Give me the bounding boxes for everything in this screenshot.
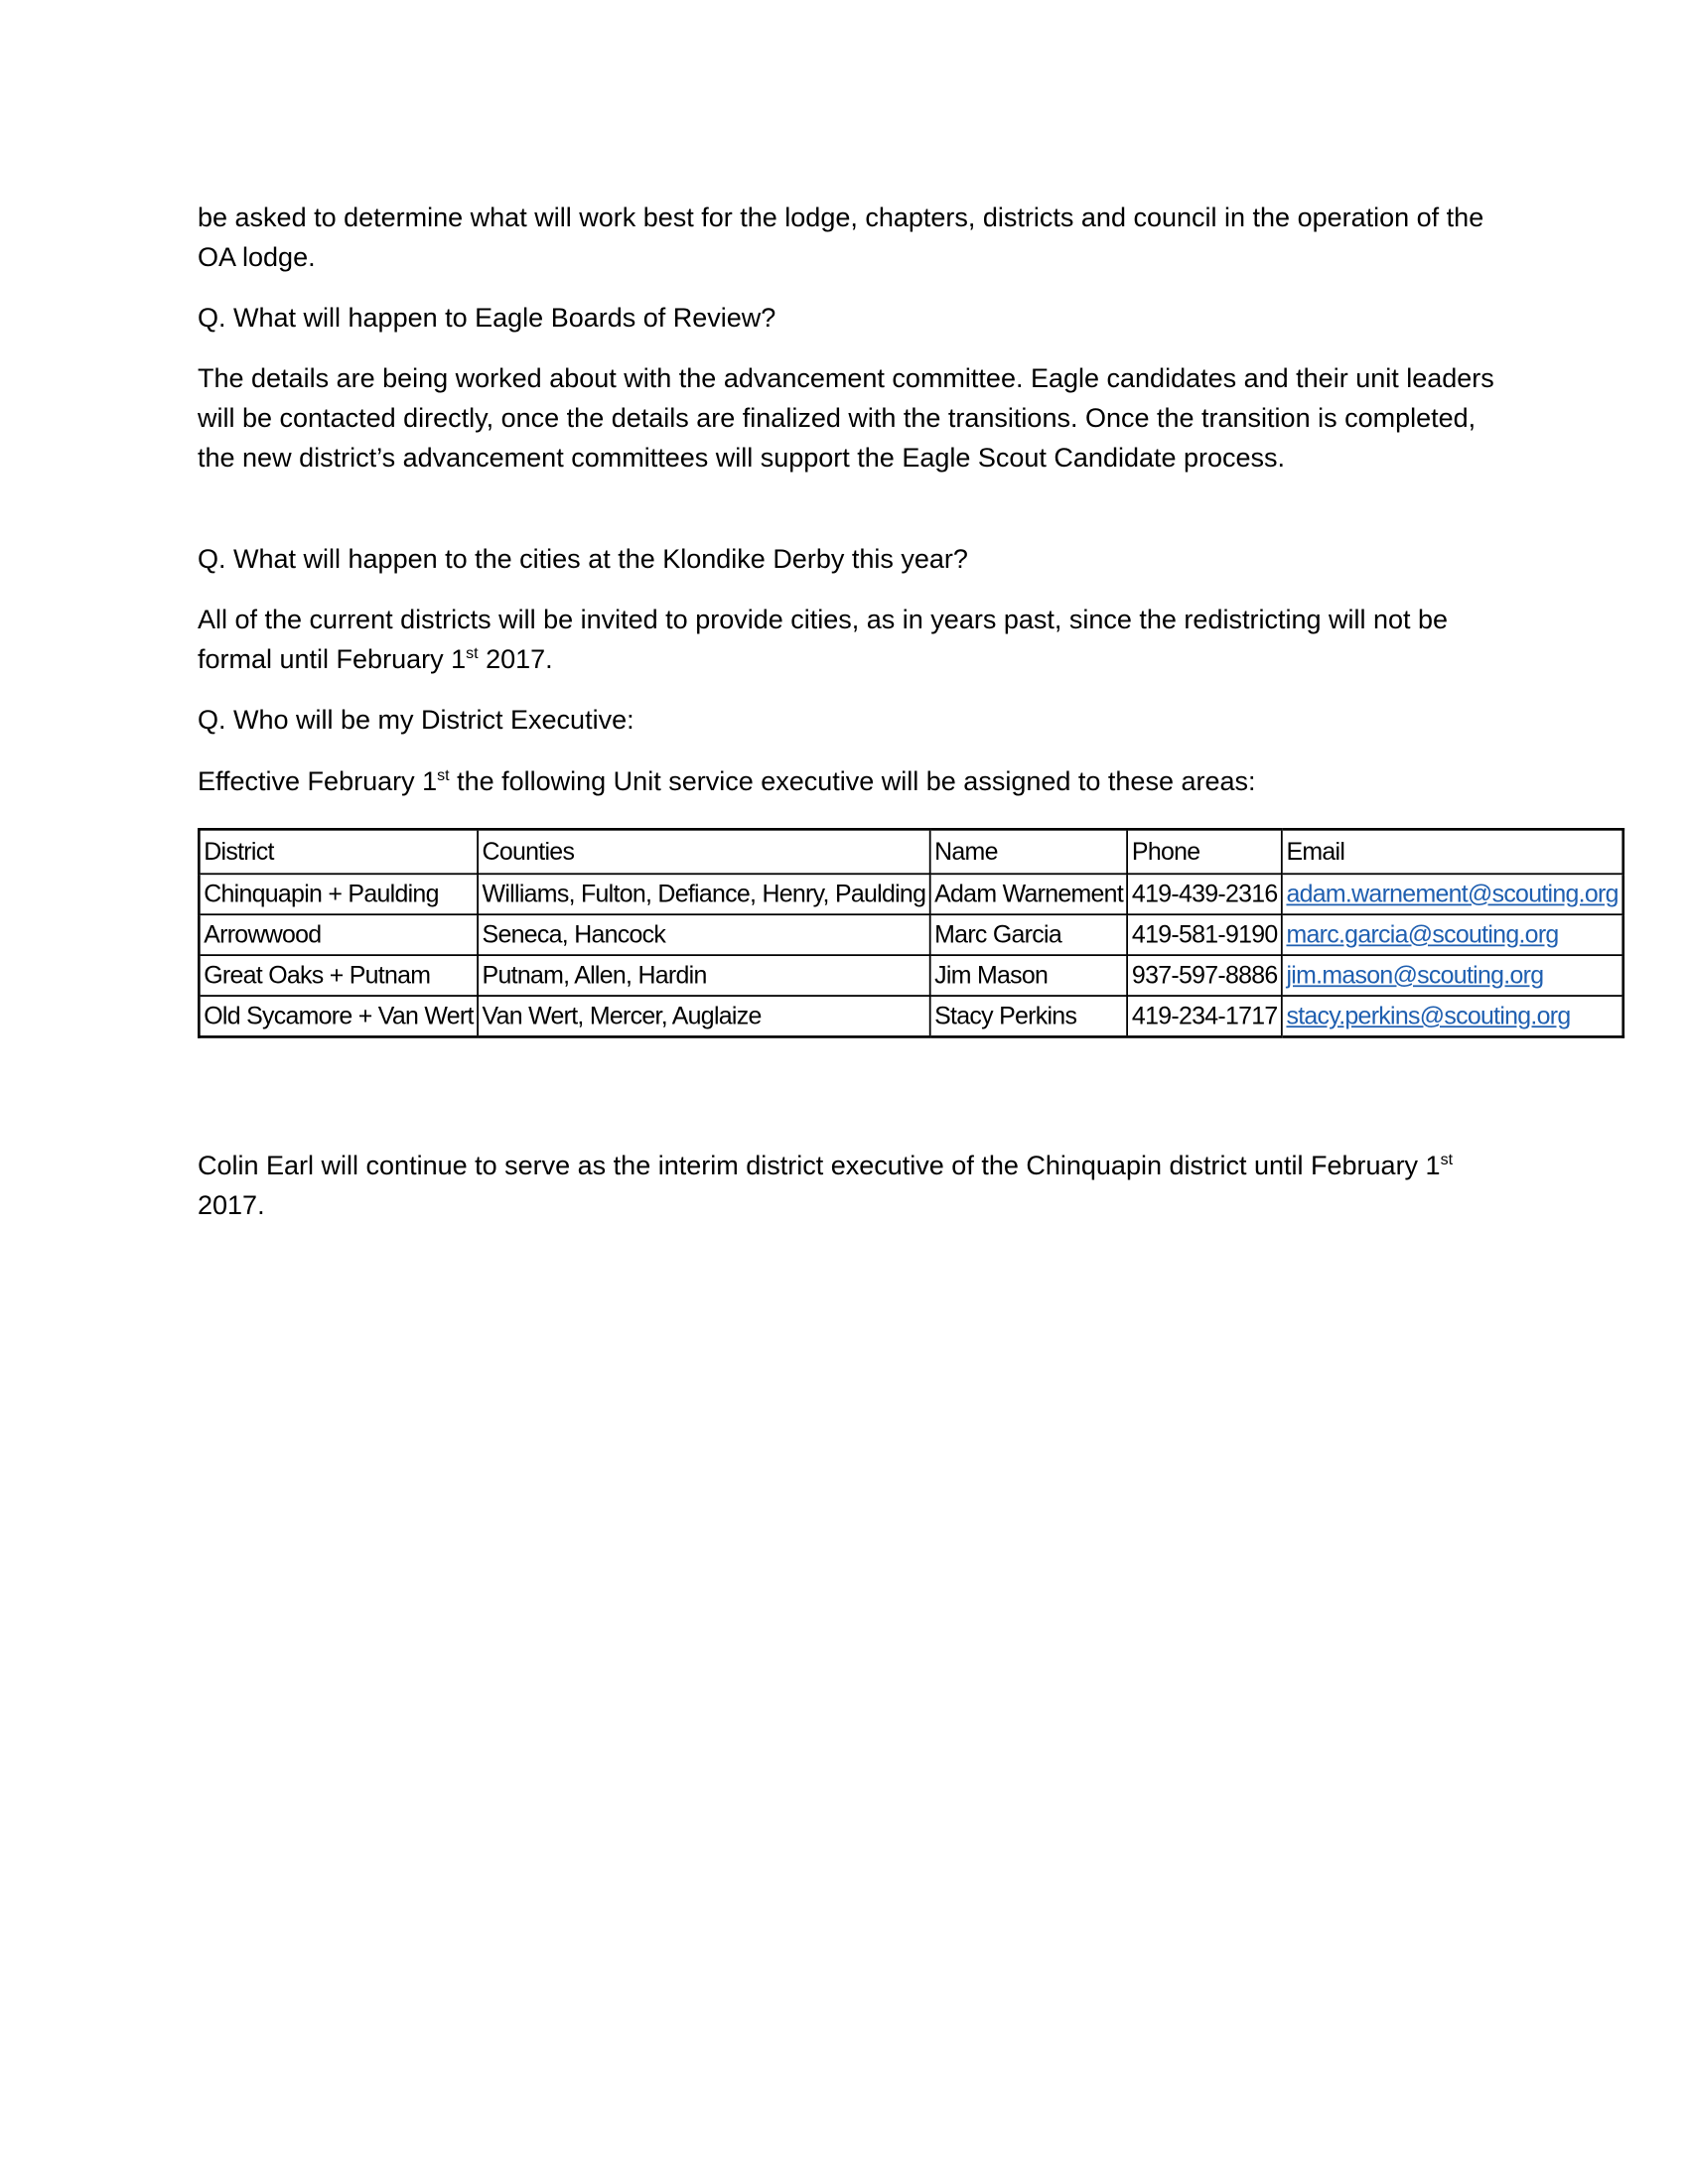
paragraph-lodge-operation: be asked to determine what will work best for the lodge, chapters, districts and council in the operation of the OA lodge. [198, 203, 1484, 272]
cell-email [1282, 914, 1623, 955]
ordinal-suffix: st [1440, 1152, 1454, 1168]
header-district: District [199, 829, 478, 874]
header-phone: Phone [1127, 829, 1282, 874]
cell-district: Old Sycamore + Van Wert [199, 996, 478, 1036]
cell-phone: 937-597-8886 [1127, 955, 1282, 996]
header-email: Email [1282, 829, 1623, 874]
table-row [199, 955, 1622, 996]
cell-district: Great Oaks + Putnam [199, 955, 478, 996]
cell-counties: Williams, Fulton, Defiance, Henry, Paulding [478, 874, 930, 914]
table-row [199, 996, 1622, 1036]
header-counties: Counties [478, 829, 930, 874]
answer-klondike-year: 2017. [478, 644, 553, 674]
answer-eagle-boards: The details are being worked about with the advancement committee. Eagle candidates and their unit leaders will be contacted directly, once the details are finalized with the transitions. Once the transition is completed, the new district’s advancement committees will support the Eagle Scout Candidate process. [198, 363, 1494, 473]
table-row [199, 874, 1622, 914]
answer-klondike-text: All of the current districts will be invited to provide cities, as in years past, since the redistricting will not be formal until February 1 [198, 605, 1449, 674]
cell-name: Jim Mason [930, 955, 1128, 996]
cell-email [1282, 955, 1623, 996]
question-eagle-boards: Q. What will happen to Eagle Boards of Review? [198, 303, 776, 333]
cell-name: Adam Warnement [930, 874, 1128, 914]
email-link[interactable]: stacy.perkins@scouting.org [1286, 1002, 1571, 1029]
closing-text: Colin Earl will continue to serve as the interim district executive of the Chinquapin district until February 1 [198, 1151, 1441, 1180]
cell-phone: 419-581-9190 [1127, 914, 1282, 955]
district-executive-table [198, 828, 1624, 1038]
email-link[interactable]: jim.mason@scouting.org [1286, 961, 1544, 989]
ordinal-suffix: st [437, 767, 450, 784]
closing-paragraph [198, 1146, 1498, 1225]
cell-email [1282, 996, 1623, 1036]
question-klondike-derby: Q. What will happen to the cities at the Klondike Derby this year? [198, 544, 968, 574]
cell-name: Marc Garcia [930, 914, 1128, 955]
ordinal-suffix: st [466, 645, 479, 662]
cell-counties: Putnam, Allen, Hardin [478, 955, 930, 996]
answer-executive-rest: the following Unit service executive will be assigned to these areas: [449, 766, 1256, 796]
email-link[interactable]: marc.garcia@scouting.org [1286, 920, 1559, 949]
cell-district: Chinquapin + Paulding [199, 874, 478, 914]
question-district-executive: Q. Who will be my District Executive: [198, 705, 634, 735]
table-header-row [199, 829, 1622, 874]
cell-counties: Seneca, Hancock [478, 914, 930, 955]
cell-name: Stacy Perkins [930, 996, 1128, 1036]
cell-district: Arrowwood [199, 914, 478, 955]
table-row [199, 914, 1622, 955]
cell-phone: 419-439-2316 [1127, 874, 1282, 914]
email-link[interactable]: adam.warnement@scouting.org [1286, 880, 1618, 908]
cell-counties: Van Wert, Mercer, Auglaize [478, 996, 930, 1036]
answer-klondike-derby [198, 600, 1498, 679]
cell-phone: 419-234-1717 [1127, 996, 1282, 1036]
answer-district-executive [198, 761, 1498, 801]
cell-email [1282, 874, 1623, 914]
header-name: Name [930, 829, 1128, 874]
closing-year: 2017. [198, 1190, 265, 1220]
answer-executive-text: Effective February 1 [198, 766, 438, 796]
